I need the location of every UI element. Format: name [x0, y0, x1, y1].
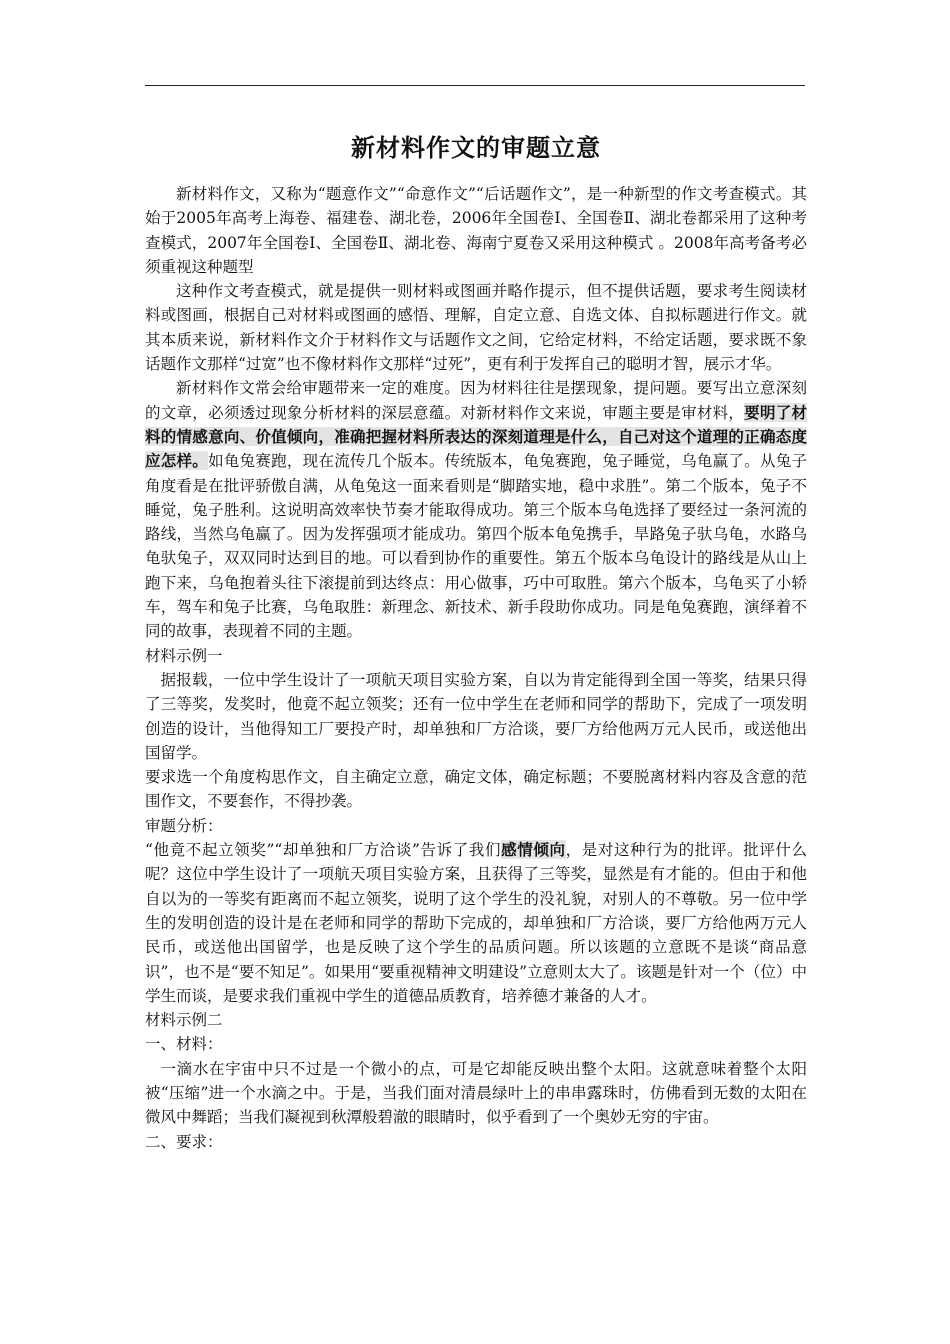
intro-paragraph: 新材料作文，又称为“题意作文”“命意作文”“后话题作文”，是一种新型的作文考查模式。其始于2005年高考上海卷、福建卷、湖北卷，2006年全国卷Ⅰ、全国卷Ⅱ、湖北卷都采用了这种考查模式，2007年全国卷Ⅰ、全国卷Ⅱ、湖北卷、海南宁夏卷又采用这种模式 。2008年高考备考必须重视这种题型 — [145, 185, 807, 276]
example1-heading: 材料示例一 — [145, 646, 223, 665]
document-body — [145, 128, 807, 1154]
mode-paragraph: 这种作文考查模式，就是提供一则材料或图画并略作提示，但不提供话题，要求考生阅读材料或图画，根据自己对材料或图画的感悟、理解，自定立意、自选文体、自拟标题进行作文。就其本质来说，新材料作文介于材料作文与话题作文之间，它给定材料，不给定话题，要求既不象话题作文那样“过宽”也不像材料作文那样“过死”，更有利于发挥自己的聪明才智，展示才华。 — [145, 282, 807, 374]
example2-text: 一滴水在宇宙中只不过是一个微小的点，可是它却能反映出整个太阳。这就意味着整个太阳被“压缩”进一个水滴之中。于是，当我们面对清晨绿叶上的串串露珠时，仿佛看到无数的太阳在微风中舞蹈；当我们凝视到秋潭般碧澈的眼睛时，似乎看到了一个奥妙无穷的宇宙。 — [145, 1059, 807, 1127]
difficulty-paragraph — [145, 376, 807, 643]
analysis-text-start: “他竟不起立领奖”“却单独和厂方洽谈”告诉了我们 — [145, 841, 502, 860]
example2-heading: 材料示例二 — [145, 1011, 223, 1030]
page-title: 新材料作文的审题立意 — [351, 134, 601, 162]
example2-material-label: 一、材料： — [145, 1035, 223, 1054]
highlighted-emotion: 感情倾向 — [501, 840, 566, 860]
analysis-heading: 审题分析： — [145, 816, 223, 835]
header-rule — [145, 85, 805, 86]
example2-requirement-label: 二、要求： — [145, 1132, 223, 1151]
difficulty-text-start: 新材料作文常会给审题带来一定的难度。因为材料往往是摆现象，提问题。要写出立意深刻的文章，必须透过现象分析材料的深层意蕴。对新材料作文来说，审题主要是审材料， — [145, 379, 807, 422]
analysis-paragraph — [145, 838, 807, 1008]
example1-requirement: 要求选一个角度构思作文，自主确定立意，确定文体，确定标题；不要脱离材料内容及含意的范围作文，不要套作，不得抄袭。 — [145, 768, 807, 811]
highlighted-key-point: 要明了材料的情感意向、价值倾向，准确把握材料所表达的深刻道理是什么，自己对这个道理的正确态度应怎样。 — [145, 402, 807, 471]
example1-text: 据报载，一位中学生设计了一项航天项目实验方案，自以为肯定能得到全国一等奖，结果只得了三等奖，发奖时，他竟不起立领奖；还有一位中学生在老师和同学的帮助下，完成了一项发明创造的设计，当他得知工厂要投产时，却单独和厂方洽谈，要厂方给他两万元人民币，或送他出国留学。 — [145, 670, 807, 762]
difficulty-text-end: 如龟兔赛跑，现在流传几个版本。传统版本，龟兔赛跑，兔子睡觉，乌龟赢了。从兔子角度看是在批评骄傲自满，从龟兔这一面来看则是“脚踏实地，稳中求胜”。第二个版本，兔子不睡觉，兔子胜利。这说明高效率快节奏才能取得成功。第三个版本乌龟选择了要经过一条河流的路线，当然乌龟赢了。因为发挥强项才能成功。第四个版本龟兔携手，旱路兔子驮乌龟，水路乌龟驮兔子，双双同时达到目的地。可以看到协作的重要性。第五个版本乌龟设计的路线是从山上跑下来，乌龟抱着头往下滚提前到达终点：用心做事，巧中可取胜。第六个版本，乌龟买了小轿车，驾车和兔子比赛，乌龟取胜：新理念、新技术、新手段助你成功。同是龟兔赛跑，演绎着不同的故事，表现着不同的主题。 — [145, 452, 807, 641]
analysis-text-end: ，是对这种行为的批评。批评什么呢？这位中学生设计了一项航天项目实验方案，且获得了三等奖，显然是有才能的。但由于和他自以为的一等奖有距离而不起立领奖，说明了这个学生的没礼貌，对别人的不尊敬。另一位中学生的发明创造的设计是在老师和同学的帮助下完成的，却单独和厂方洽谈，要厂方给他两万元人民币，或送他出国留学，也是反映了这个学生的品质问题。所以该题的立意既不是谈“商品意识”，也不是“要不知足”。如果用“要重视精神文明建设”立意则太大了。该题是针对一个（位）中学生而谈，是要求我们重视中学生的道德品质教育，培养德才兼备的人才。 — [145, 841, 807, 1005]
